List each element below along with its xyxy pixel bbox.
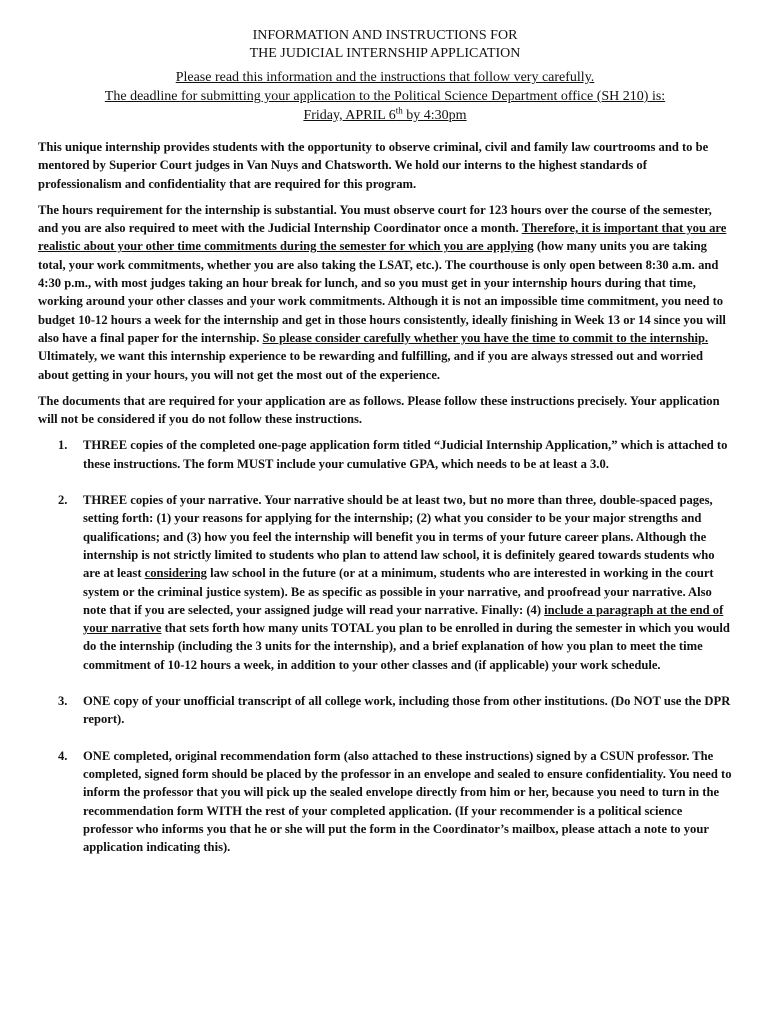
requirement-item-transcript [38, 692, 732, 729]
hours-requirement-paragraph [38, 201, 732, 384]
deadline-statement-text: The deadline for submitting your application to the Political Science Department office (SH 210) is: [104, 89, 666, 104]
heading-line-1: INFORMATION AND INSTRUCTIONS FOR [252, 28, 518, 43]
requirement-number: 4. [58, 748, 68, 763]
requirement-text [83, 493, 730, 672]
document-heading [38, 27, 732, 62]
requirements-list [38, 436, 732, 856]
deadline-statement [38, 87, 732, 106]
intro-paragraph: This unique internship provides students with the opportunity to observe criminal, civil and family law courtrooms and to be mentored by Superior Court judges in Van Nuys and Chatsworth. We hold our interns to the highest standards of professionalism and confidentiality that are required for this program. [38, 140, 709, 191]
deadline-date [38, 106, 732, 125]
narrative-underline-considering: considering [144, 566, 207, 581]
requirement-text: ONE copy of your unofficial transcript of all college work, including those from other institutions. (Do NOT use the DPR report). [83, 694, 731, 727]
deadline-date-text [303, 105, 467, 123]
requirement-text: THREE copies of the completed one-page application form titled “Judicial Internship Application,” which is attached to these instructions. The form MUST include your cumulative GPA, which needs to be at least a 3.0. [83, 438, 728, 471]
requirement-item-application-form [38, 436, 732, 473]
deadline-notice [38, 68, 732, 125]
hours-text-1: The hours requirement for the internship is substantial. You must observe court for 123 hours over the course of the semester, and you are also required to meet with the Judicial Internship Coordinator once a month. [38, 202, 712, 236]
deadline-date-ordinal: th [395, 105, 403, 116]
requirement-item-recommendation [38, 747, 732, 857]
narrative-text-2: law school in the future (or at a minimum, students who are interested in working in the court system or the criminal justice system). Be as specific as possible in your narrative, and proofread your narrative. Also note that if you are selected, your assigned judge will read your narrative. Finally: (4) [83, 566, 714, 617]
read-carefully-notice [38, 68, 732, 87]
hours-text-3: Ultimately, we want this internship experience to be rewarding and fulfilling, and if you are always stressed out and worried about getting in your hours, you will not get the most out of the experience. [38, 349, 704, 382]
deadline-date-suffix: by 4:30pm [402, 108, 467, 123]
hours-text-2: (how many units you are taking total, your work commitments, whether you are also taking the LSAT, etc.). The courthouse is only open between 8:30 a.m. and 4:30 p.m., with most judges taking an hour break for lunch, and so you must get in your internship hours during that time, working around your other classes and your work commitments. Although it is not an impossible time commitment, you need to budget 10-12 hours a week for the internship and get in those hours consistently, ideally finishing in Week 13 or 14 since you will also have a final paper for the internship. [38, 239, 726, 345]
hours-underlined-consider: So please consider carefully whether you have the time to commit to the internship. [262, 330, 709, 345]
deadline-date-prefix: Friday, APRIL 6 [303, 108, 396, 123]
hours-underlined-warning: Therefore, it is important that you are realistic about your other time commitments during the semester for which you are applying [38, 221, 727, 254]
requirement-text: ONE completed, original recommendation form (also attached to these instructions) signed by a CSUN professor. The completed, signed form should be placed by the professor in an envelope and sealed to ensure confidentiality. You need to inform the professor that you will pick up the sealed envelope directly from him or her, because you need to turn in the recommendation form WITH the rest of your completed application. (If your recommender is a political science professor who informs you that he or she will put the form in the Coordinator’s mailbox, please attach a note to your application indicating this). [83, 748, 732, 855]
narrative-text-3: that sets forth how many units TOTAL you plan to be enrolled in during the semester in which you would do the internship (including the 3 units for the internship), and a brief explanation of how you plan to meet the time commitment of 10-12 hours a week, in addition to your other classes and (if applicable) your work schedule. [83, 621, 730, 672]
narrative-text-1: THREE copies of your narrative. Your narrative should be at least two, but no more than three, double-spaced pages, setting forth: (1) your reasons for applying for the internship; (2) what you consider to be your major strengths and qualifications; and (3) how you feel the internship will benefit you in terms of your future career plans. Although the internship is not strictly limited to students who plan to attend law school, it is definitely geared towards students who are at least [83, 493, 715, 581]
requirement-item-narrative [38, 491, 732, 674]
requirement-number: 2. [58, 493, 68, 508]
narrative-underline-paragraph: include a paragraph at the end of your narrative [83, 602, 724, 636]
read-carefully-text: Please read this information and the instructions that follow very carefully. [175, 70, 595, 85]
heading-line-2: THE JUDICIAL INTERNSHIP APPLICATION [249, 45, 521, 61]
requirement-number: 3. [58, 694, 68, 709]
requirement-number: 1. [58, 438, 68, 453]
documents-required-paragraph: The documents that are required for your application are as follows. Please follow these instructions precisely. Your application will not be considered if you do not follow these instructions. [38, 393, 720, 427]
